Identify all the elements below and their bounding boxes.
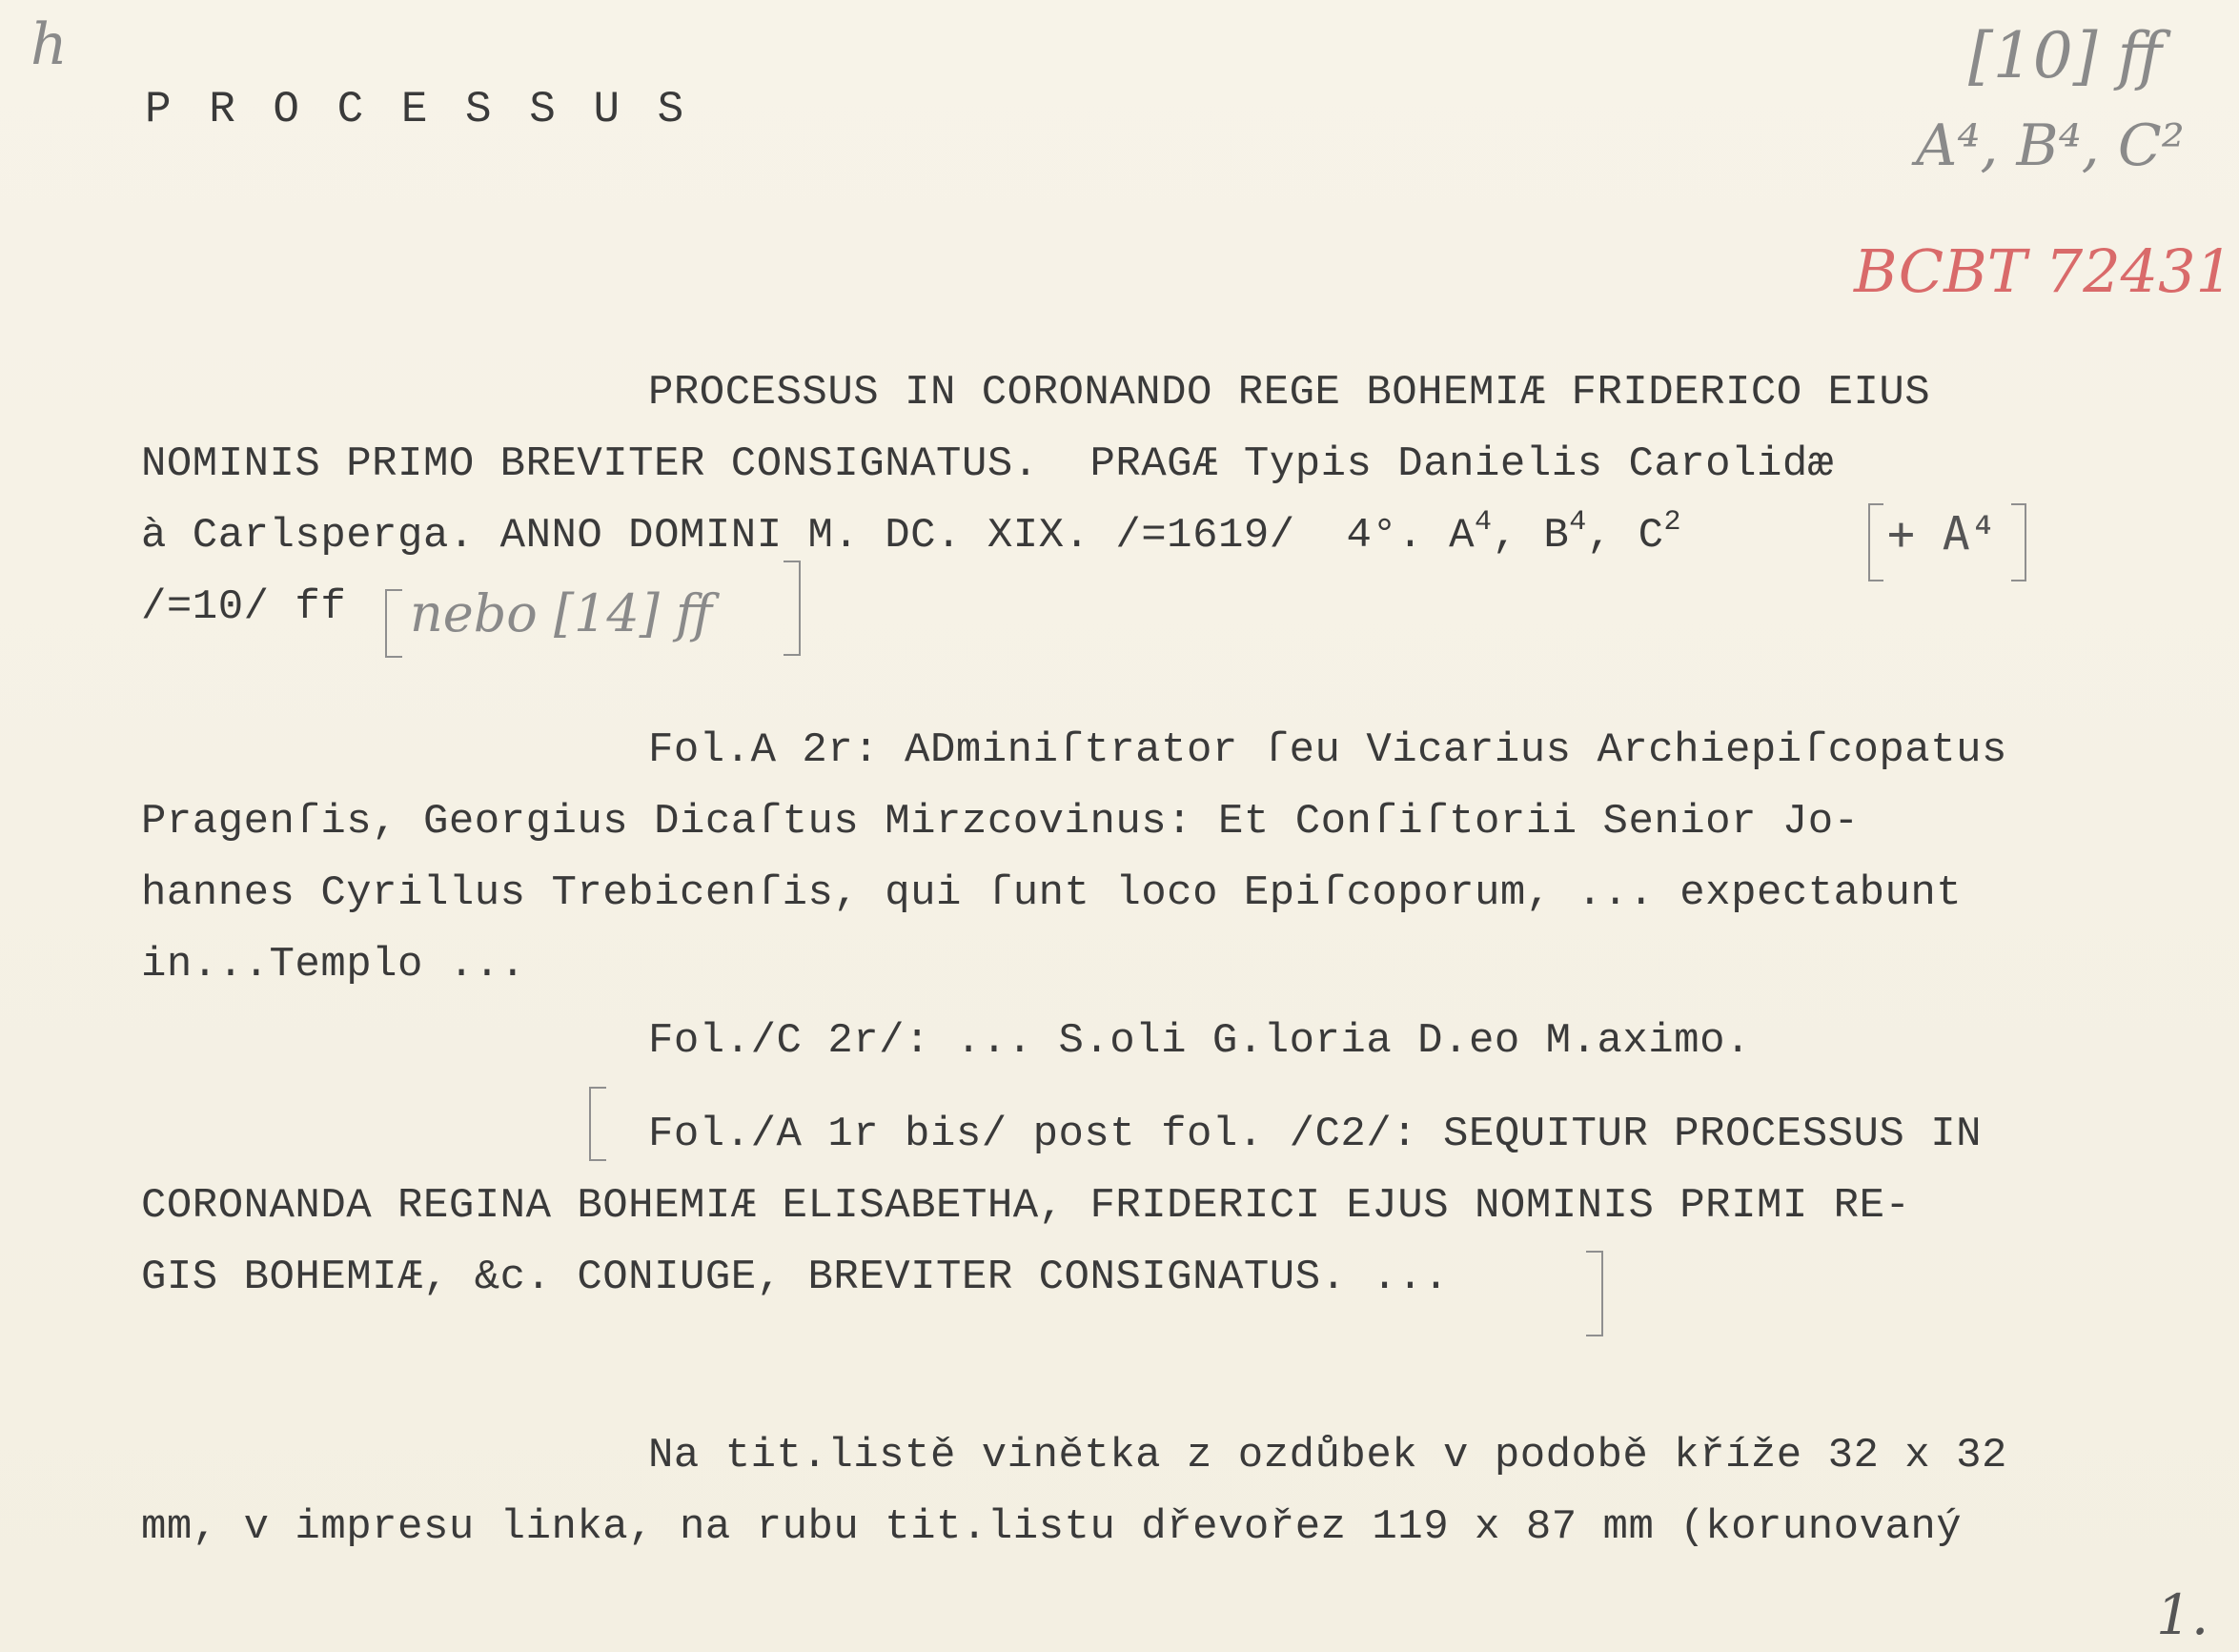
- collation-c: , C: [1586, 512, 1664, 560]
- title-line-3: [141, 506, 1682, 560]
- fol-bis-bracket-left: [589, 1087, 606, 1161]
- addition-note: + A⁴: [1887, 507, 1998, 561]
- card-heading: P R O C E S S U S: [145, 85, 690, 134]
- title-line-1: PROCESSUS IN CORONANDO REGE BOHEMIÆ FRIDERICO EIUS: [648, 369, 1931, 417]
- folio-count-note: [10] ff: [1968, 19, 2163, 92]
- note-line-2: mm, v impresu linka, na rubu tit.listu dřevořez 119 x 87 mm (korunovaný: [141, 1503, 1963, 1551]
- addition-bracket-left: [1868, 503, 1883, 581]
- sup-a: 4: [1475, 506, 1493, 539]
- fol-c-line: Fol./C 2r/: ... S.oli G.loria D.eo M.aximo.: [648, 1017, 1751, 1065]
- fol-a-line-1: Fol.A 2r: ADminiſtrator ſeu Vicarius Archiepiſcopatus: [648, 726, 2007, 774]
- corner-mark: h: [31, 11, 68, 78]
- sup-b: 4: [1569, 506, 1587, 539]
- note-line-1: Na tit.listě vinětka z ozdůbek v podobě kříže 32 x 32: [648, 1432, 2007, 1479]
- alt-folio-bracket-right: [784, 561, 801, 656]
- addition-bracket-right: [2011, 503, 2026, 581]
- fol-bis-line-2: CORONANDA REGINA BOHEMIÆ ELISABETHA, FRIDERICI EJUS NOMINIS PRIMI RE-: [141, 1182, 1911, 1230]
- collation-note: A⁴, B⁴, C²: [1916, 112, 2185, 179]
- sup-c: 2: [1663, 506, 1682, 539]
- page-number: 1.: [2156, 1582, 2209, 1647]
- alt-folio-bracket-left: [385, 589, 402, 658]
- imprint-text: à Carlsperga. ANNO DOMINI M. DC. XIX. /=1619/ 4°. A: [141, 512, 1476, 560]
- fol-a-line-2: Pragenſis, Georgius Dicaſtus Mirzcovinus: Et Conſiſtorii Senior Jo-: [141, 798, 1860, 846]
- title-line-4: /=10/ ff: [141, 583, 347, 631]
- alt-folio-note: nebo [14] ff: [410, 583, 713, 643]
- fol-bis-line-3: GIS BOHEMIÆ, &c. CONIUGE, BREVITER CONSIGNATUS. ...: [141, 1254, 1450, 1301]
- fol-a-line-4: in...Templo ...: [141, 941, 526, 989]
- fol-bis-line-1: Fol./A 1r bis/ post fol. /C2/: SEQUITUR PROCESSUS IN: [648, 1111, 1983, 1158]
- fol-bis-bracket-right: [1586, 1251, 1603, 1336]
- collation-b: , B: [1492, 512, 1570, 560]
- fol-a-line-3: hannes Cyrillus Trebicenſis, qui ſunt loco Epiſcoporum, ... expectabunt: [141, 869, 1963, 917]
- catalog-id-note: BCBT 72431: [1854, 236, 2234, 306]
- title-line-2: NOMINIS PRIMO BREVITER CONSIGNATUS. PRAGÆ Typis Danielis Carolidæ: [141, 440, 1834, 488]
